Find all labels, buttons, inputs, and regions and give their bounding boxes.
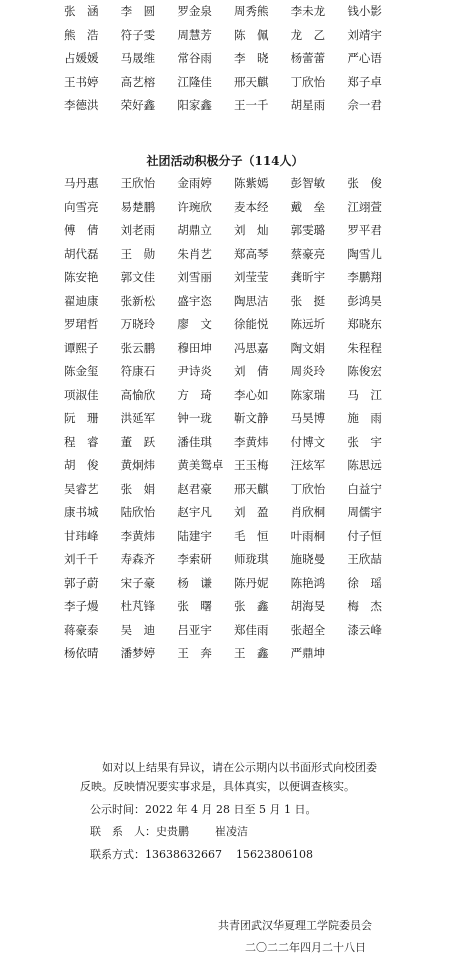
name-entry: 常谷雨 — [177, 51, 212, 65]
name-entry: 王 鑫 — [234, 646, 269, 660]
name-entry: 王 奔 — [177, 646, 212, 660]
name-entry: 陈远圻 — [290, 317, 326, 331]
name-entry: 龚昕宇 — [290, 270, 326, 284]
name-entry: 傅 倩 — [64, 223, 99, 237]
name-entry: 项淑佳 — [64, 387, 99, 402]
name-entry: 李鹏翔 — [347, 270, 382, 284]
name-entry: 郑晓东 — [347, 317, 382, 331]
name-entry: 李 圆 — [120, 4, 156, 18]
name-entry: 师珑琪 — [234, 552, 269, 566]
name-entry: 彭智敏 — [290, 176, 326, 190]
name-list-top — [64, 0, 404, 118]
name-entry: 杨 谦 — [177, 575, 212, 590]
name-list-active-members — [64, 172, 404, 666]
name-entry: 杨蕾蕾 — [290, 51, 326, 65]
name-entry: 严心语 — [347, 51, 382, 65]
name-entry: 胡海旻 — [290, 599, 326, 613]
contact-label: 联 系 人： — [90, 825, 156, 838]
name-entry: 彭鸿昊 — [347, 293, 382, 308]
name-entry: 潘梦婷 — [120, 646, 156, 660]
name-entry: 占媛媛 — [64, 51, 99, 65]
name-entry: 陆欣怡 — [120, 505, 156, 519]
name-entry: 胡鼎立 — [177, 223, 212, 237]
notice-text: 如对以上结果有异议，请在公示期内以书面形式向校团委反映。反映情况要实事求是，具体真实，以便调查核实。 — [80, 761, 377, 793]
name-entry: 符子雯 — [120, 27, 156, 42]
name-entry: 王一千 — [234, 98, 269, 112]
name-entry: 马丹惠 — [64, 176, 99, 190]
name-entry: 钟一珑 — [177, 411, 212, 425]
name-entry: 熊 浩 — [64, 27, 99, 42]
name-entry: 陈安艳 — [64, 270, 99, 284]
name-entry: 漆云峰 — [347, 622, 382, 637]
name-entry: 刘雪丽 — [177, 270, 212, 284]
name-entry: 汪炫军 — [290, 458, 326, 472]
phone-label: 联系方式： — [90, 848, 145, 861]
name-entry: 胡 俊 — [64, 458, 99, 472]
name-entry: 胡星雨 — [290, 98, 326, 112]
name-entry: 王玉梅 — [234, 458, 269, 472]
name-entry: 向雪亮 — [64, 199, 99, 214]
name-entry: 胡代磊 — [64, 246, 99, 261]
name-entry: 盛宇恣 — [177, 293, 212, 308]
name-entry: 康书城 — [64, 505, 99, 519]
name-entry: 穆田坤 — [177, 340, 212, 355]
issuer-signature: 共青团武汉华夏理工学院委员会 — [218, 919, 372, 932]
name-entry: 蒋豪泰 — [64, 622, 99, 637]
name-entry: 荣好鑫 — [120, 98, 156, 112]
name-entry: 阮 珊 — [64, 411, 99, 425]
name-entry: 陶思洁 — [234, 293, 269, 308]
name-entry: 麦本经 — [234, 199, 269, 214]
name-entry: 张 宇 — [347, 434, 382, 449]
name-entry: 李 晓 — [234, 51, 269, 65]
name-entry: 张 鑫 — [234, 599, 269, 613]
contact-phone-row — [90, 845, 313, 864]
name-entry: 毛 恒 — [234, 528, 269, 543]
name-entry: 宋子豪 — [120, 575, 156, 590]
name-entry: 马晟维 — [120, 51, 156, 65]
name-entry: 洪延军 — [120, 411, 156, 425]
name-entry: 邢天麒 — [234, 481, 269, 496]
name-entry: 罗珺哲 — [64, 317, 99, 331]
name-entry: 蔡豪亮 — [290, 246, 326, 261]
name-entry: 陶文娟 — [290, 340, 326, 355]
name-entry: 周秀熊 — [234, 4, 269, 18]
name-entry: 江隆佳 — [177, 74, 212, 89]
name-entry: 严鼎坤 — [290, 646, 326, 660]
name-entry: 刘 倩 — [234, 364, 269, 378]
name-entry: 李黄炜 — [120, 528, 156, 543]
name-entry: 翟迪康 — [64, 293, 99, 308]
name-entry: 李未龙 — [290, 4, 326, 18]
contact-person-row — [90, 822, 248, 841]
name-entry: 丁欣怡 — [290, 481, 326, 496]
name-entry: 郭文佳 — [120, 270, 156, 284]
name-entry: 付博文 — [290, 434, 326, 449]
name-entry: 陈金玺 — [64, 364, 99, 378]
name-entry: 刘 灿 — [234, 223, 269, 237]
name-entry: 刘千千 — [64, 552, 99, 566]
phone-1: 13638632667 — [145, 848, 222, 861]
issue-date: 二〇二二年四月二十八日 — [245, 941, 366, 954]
name-entry: 江翊萱 — [347, 199, 382, 214]
name-entry: 万晓玲 — [120, 317, 156, 331]
section-title: 社团活动积极分子（114人） — [146, 154, 304, 168]
name-entry: 王欣喆 — [347, 552, 382, 566]
name-entry: 徐 瑶 — [347, 575, 382, 590]
name-entry: 黄炯炜 — [120, 458, 156, 472]
name-entry: 金雨婷 — [177, 176, 212, 190]
name-entry: 李黄炜 — [234, 434, 269, 449]
name-entry: 肖欣桐 — [290, 505, 326, 519]
name-entry: 尹诗炎 — [177, 364, 212, 378]
name-entry: 郭雯璐 — [290, 223, 326, 237]
name-entry: 陈思远 — [347, 458, 382, 472]
name-entry: 陶雪儿 — [347, 246, 382, 261]
name-entry: 郑子卓 — [347, 74, 382, 89]
name-entry: 梅 杰 — [347, 599, 382, 613]
name-entry: 刘靖宇 — [347, 27, 382, 42]
objection-notice — [80, 758, 380, 796]
name-entry: 李心如 — [234, 387, 269, 402]
name-entry: 马 江 — [347, 387, 382, 402]
name-entry: 董 跃 — [120, 434, 156, 449]
name-entry: 罗金泉 — [177, 4, 212, 18]
name-entry: 潘佳琪 — [177, 434, 212, 449]
name-entry: 周儒宇 — [347, 505, 382, 519]
name-entry: 郑高琴 — [234, 246, 269, 261]
name-entry: 张 曙 — [177, 599, 212, 613]
name-entry: 高艺榕 — [120, 74, 156, 89]
name-entry: 刘莹莹 — [234, 270, 269, 284]
name-entry: 朱肖艺 — [177, 246, 212, 261]
name-entry: 黄美鸳卓 — [177, 458, 224, 472]
name-entry: 程 睿 — [64, 434, 99, 449]
name-entry: 陈 佩 — [234, 27, 269, 42]
name-entry: 王 勋 — [120, 246, 156, 261]
name-entry: 钱小影 — [347, 4, 382, 18]
name-entry: 王欣怡 — [120, 176, 156, 190]
name-entry: 吕亚宇 — [177, 622, 212, 637]
name-entry: 寿森齐 — [120, 552, 156, 566]
name-entry: 刘老雨 — [120, 223, 156, 237]
name-entry: 陈俊宏 — [347, 364, 382, 378]
name-entry: 方 琦 — [177, 387, 212, 402]
name-entry: 付子恒 — [347, 528, 382, 543]
name-entry: 周炎玲 — [290, 364, 326, 378]
name-entry: 阳家鑫 — [177, 98, 212, 112]
name-entry: 陈艳鸿 — [290, 575, 326, 590]
name-entry: 罗平君 — [347, 223, 382, 237]
name-entry: 张 挺 — [290, 293, 326, 308]
name-entry: 高愉欣 — [120, 387, 156, 402]
name-entry: 张 涵 — [64, 4, 99, 18]
name-entry: 王书婷 — [64, 74, 99, 89]
name-entry: 李子熳 — [64, 599, 99, 613]
name-entry: 陈丹妮 — [234, 575, 269, 590]
name-entry: 陆建宇 — [177, 528, 212, 543]
name-entry: 龙 乙 — [290, 27, 326, 42]
name-entry: 周慧芳 — [177, 27, 212, 42]
name-entry: 丁欣怡 — [290, 74, 326, 89]
name-entry: 张 俊 — [347, 176, 382, 190]
name-entry: 朱程程 — [347, 340, 382, 355]
name-entry: 马昊博 — [290, 411, 326, 425]
name-entry: 李德洪 — [64, 98, 99, 112]
name-entry: 廖 文 — [177, 317, 212, 331]
name-entry: 施晓曼 — [290, 552, 326, 566]
name-entry: 吴睿艺 — [64, 481, 99, 496]
name-entry: 李索研 — [177, 552, 212, 566]
contact-person-1: 史贵鹏 — [156, 825, 189, 838]
name-entry: 叶雨桐 — [290, 528, 326, 543]
name-entry: 张超全 — [290, 622, 326, 637]
name-entry: 陈家瑞 — [290, 387, 326, 402]
name-entry: 杨依晴 — [64, 646, 99, 660]
name-entry: 佘一君 — [347, 98, 382, 112]
name-entry: 陈紫嫣 — [234, 176, 269, 190]
name-entry: 赵宇凡 — [177, 505, 212, 519]
name-entry: 赵君豪 — [177, 481, 212, 496]
name-entry: 杜芃锋 — [120, 599, 156, 613]
publicity-time: 公示时间：2022 年 4 月 28 日至 5 月 1 日。 — [90, 803, 317, 816]
phone-2: 15623806108 — [235, 848, 313, 861]
name-entry: 甘玮峰 — [64, 528, 99, 543]
name-entry: 邢天麒 — [234, 74, 269, 89]
name-entry: 张新松 — [120, 293, 156, 308]
name-entry: 戴 垒 — [290, 199, 326, 214]
name-entry: 郑佳雨 — [234, 622, 269, 637]
name-entry: 张 娟 — [120, 481, 156, 496]
name-entry: 吴 迪 — [120, 622, 156, 637]
name-entry: 徐能悦 — [234, 317, 269, 331]
name-entry: 冯思嘉 — [234, 340, 269, 355]
name-entry: 符康石 — [120, 364, 156, 378]
name-entry: 施 雨 — [347, 411, 382, 425]
name-entry: 易楚鹏 — [120, 199, 156, 214]
name-entry: 许琬欣 — [177, 199, 212, 214]
name-entry: 靳文静 — [234, 411, 269, 425]
name-entry: 白益宁 — [347, 481, 382, 496]
name-entry: 刘 盈 — [234, 505, 269, 519]
name-entry: 张云鹏 — [120, 340, 156, 355]
name-entry: 谭熙子 — [64, 340, 99, 355]
name-entry: 郭子蔚 — [64, 575, 99, 590]
contact-person-2: 崔凌洁 — [215, 825, 248, 838]
